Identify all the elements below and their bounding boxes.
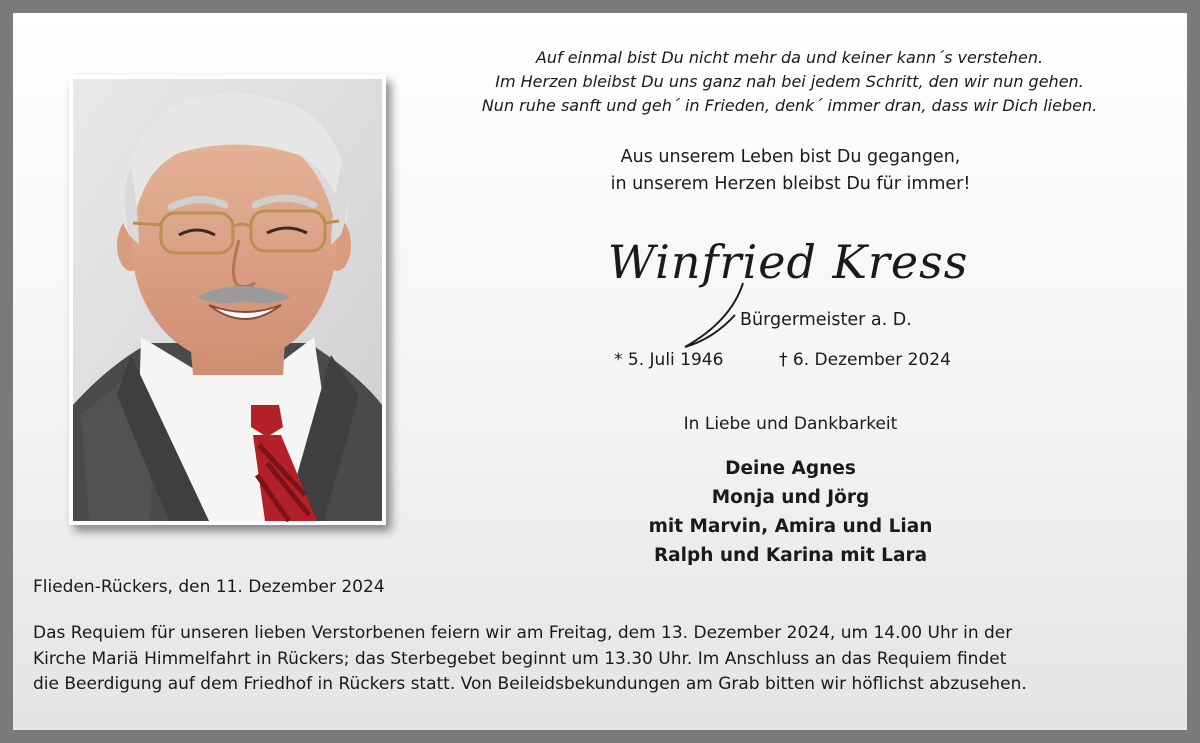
- requiem-details: [33, 621, 1193, 698]
- mourner-line: Monja und Jörg: [711, 487, 870, 508]
- motto-line: Aus unserem Leben bist Du gegangen,: [620, 147, 961, 167]
- requiem-line: Kirche Mariä Himmelfahrt in Rückers; das Sterbegebet beginnt um 13.30 Uhr. Im Anschluss an das Requiem findet: [33, 648, 1007, 669]
- requiem-line: die Beerdigung auf dem Friedhof in Rückers statt. Von Beileidsbekundungen am Grab bitten wir höflichst abzusehen.: [33, 674, 1027, 694]
- deceased-title: Bürgermeister a. D.: [740, 310, 912, 330]
- mourners-intro: In Liebe und Dankbarkeit: [683, 414, 898, 434]
- place-and-date: Flieden-Rückers, den 11. Dezember 2024: [33, 577, 385, 597]
- mourner-line: Deine Agnes: [725, 458, 856, 479]
- poem-line: Nun ruhe sanft und geh´ in Frieden, denk´ immer dran, dass wir Dich lieben.: [481, 96, 1098, 115]
- deceased-name: Winfried Kress: [607, 235, 969, 289]
- memorial-motto: [483, 144, 1098, 198]
- mourner-line: mit Marvin, Amira und Lian: [648, 516, 933, 537]
- death-date: † 6. Dezember 2024: [779, 350, 951, 370]
- poem-line: Im Herzen bleibst Du uns ganz nah bei jedem Schritt, den wir nun gehen.: [495, 72, 1084, 91]
- birth-date: * 5. Juli 1946: [614, 350, 724, 370]
- poem-line: Auf einmal bist Du nicht mehr da und keiner kann´s verstehen.: [535, 48, 1044, 67]
- mourner-line: Ralph und Karina mit Lara: [653, 545, 928, 566]
- mourners-list: [553, 454, 1028, 570]
- portrait-photo: [69, 75, 386, 525]
- requiem-line: Das Requiem für unseren lieben Verstorbenen feiern wir am Freitag, dem 13. Dezember 2024, um 14.00 Uhr in der: [33, 623, 1013, 643]
- portrait-illustration: [69, 75, 386, 525]
- motto-line: in unserem Herzen bleibst Du für immer!: [610, 174, 971, 194]
- memorial-poem: [433, 46, 1146, 118]
